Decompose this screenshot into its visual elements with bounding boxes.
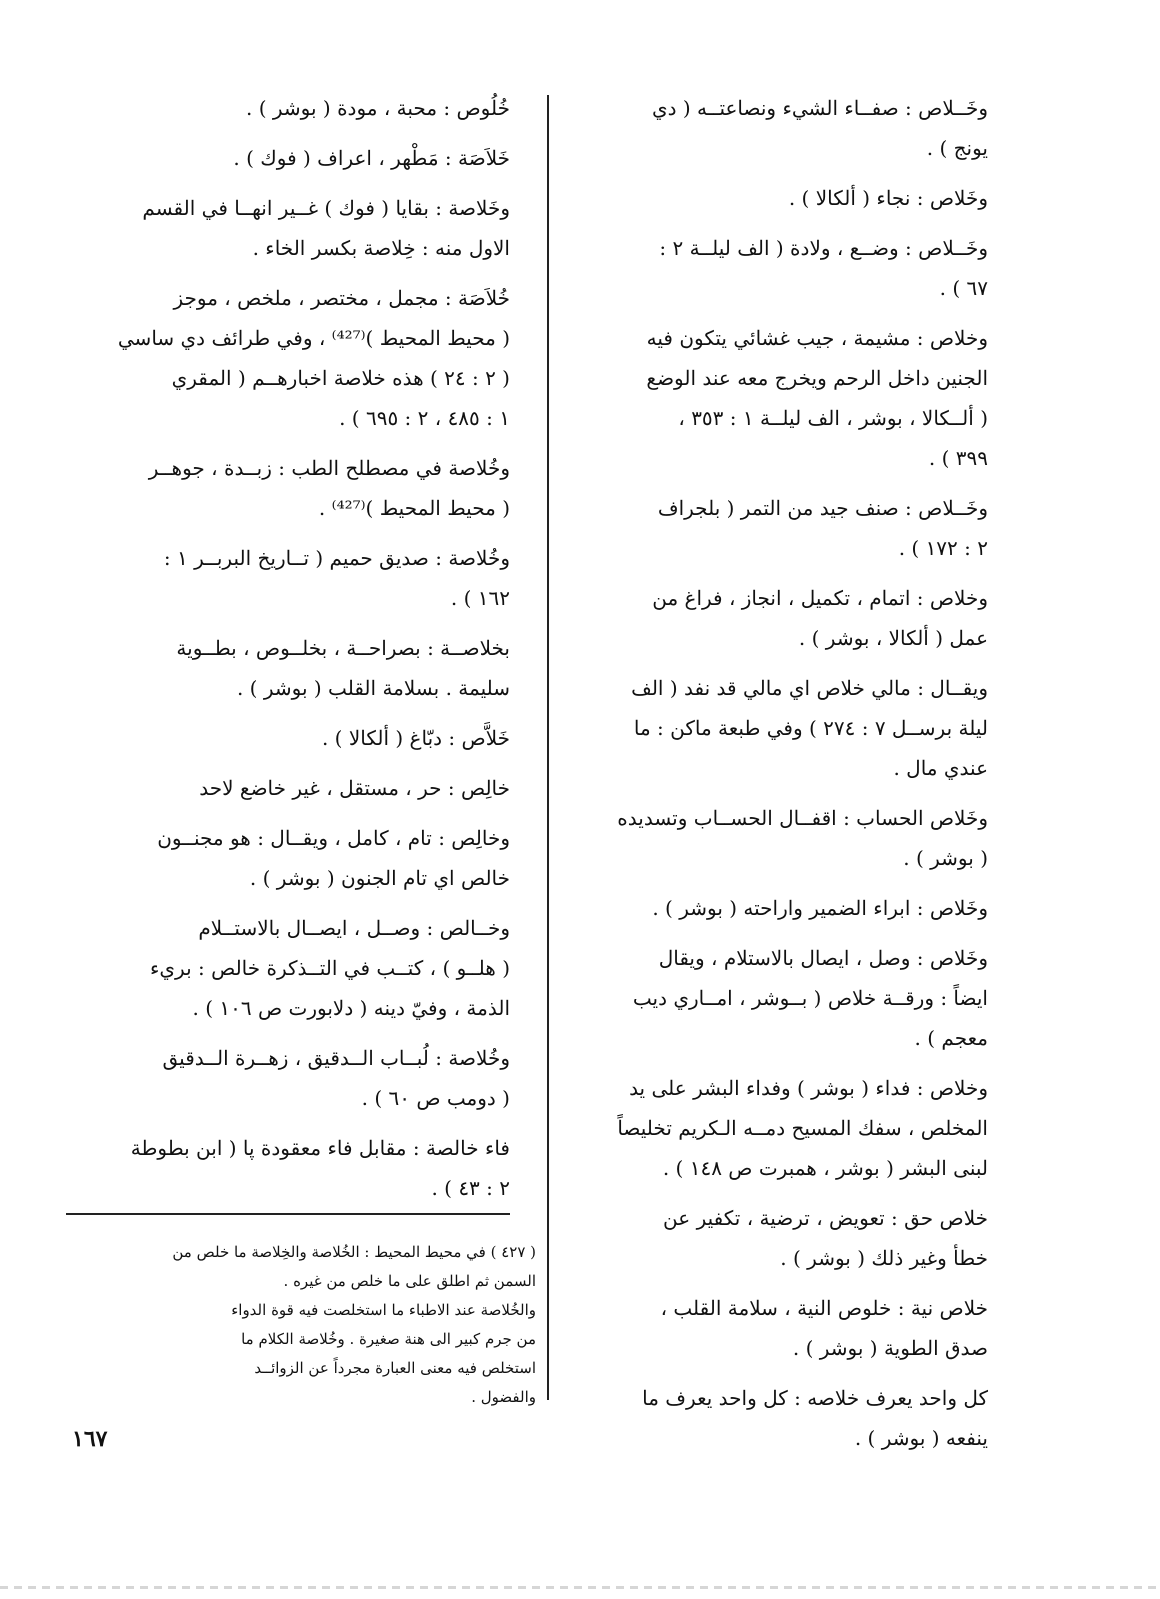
entry-left-2: خَلاَصَة : مَطْهر ، اعراف ( فوك ) . — [233, 146, 510, 170]
entry-right-14: كل واحد يعرف خلاصه : كل واحد يعرف ما ينفعه ( بوشر ) . — [642, 1386, 988, 1450]
entry-right-8: وخَلاص الحساب : اقفــال الحســاب وتسديده ( بوشر ) . — [617, 806, 988, 870]
entry-right-1: وخَــلاص : صفــاء الشيء ونصاعتــه ( دي يونج ) . — [651, 96, 988, 160]
entry-left-10: وخالِص : تام ، كامل ، ويقــال : هو مجنــون خالص اي تام الجنون ( بوشر ) . — [157, 826, 510, 890]
entry-right-6: وخلاص : اتمام ، تكميل ، انجاز ، فراغ من عمل ( ألكالا ، بوشر ) . — [652, 586, 988, 650]
entry-left-11: وخــالص : وصــل ، ايصــال بالاستــلام ( هلــو ) ، كتــب في التــذكرة خالص : بريء الذمة ، وفيّ دينه ( دلابورت ص ١٠٦ ) . — [149, 916, 510, 1020]
scan-edge-marks — [0, 1586, 1160, 1589]
entry-right-3: وخَــلاص : وضــع ، ولادة ( الف ليلــة ٢ : ٦٧ ) . — [659, 236, 988, 300]
right-column — [570, 88, 988, 1468]
entry-left-12: وخُلاصة : لُبــاب الــدقيق ، زهــرة الــدقيق ( دومب ص ٦٠ ) . — [162, 1046, 510, 1110]
entry-left-6: وخُلاصة : صديق حميم ( تــاريخ البربــر ١ : ١٦٢ ) . — [163, 546, 510, 610]
left-column — [66, 88, 510, 1218]
entry-left-8: خَلاَّص : دبّاغ ( ألكالا ) . — [321, 726, 510, 750]
entry-left-1: خُلُوص : محبة ، مودة ( بوشر ) . — [245, 96, 510, 120]
page-number: ١٦٧ — [72, 1426, 108, 1452]
entry-right-5: وخَــلاص : صنف جيد من التمر ( بلجراف ٢ : ١٧٢ ) . — [657, 496, 988, 560]
footnote-rule — [66, 1213, 510, 1215]
entry-right-12: خلاص حق : تعويض ، ترضية ، تكفير عن خطأ وغير ذلك ( بوشر ) . — [663, 1206, 988, 1270]
entry-right-4: وخلاص : مشيمة ، جيب غشائي يتكون فيه الجنين داخل الرحم ويخرج معه عند الوضع ( ألــكالا ، بوشر ، الف ليلــة ١ : ٣٥٣ ، ٣٩٩ ) . — [646, 326, 988, 470]
entry-right-11: وخلاص : فداء ( بوشر ) وفداء البشر على يد المخلص ، سفك المسيح دمــه الـكريم تخليصاً لبنى البشر ( بوشر ، همبرت ص ١٤٨ ) . — [617, 1076, 988, 1180]
entry-right-7: ويقــال : مالي خلاص اي مالي قد نفد ( الف ليلة برســل ٧ : ٢٧٤ ) وفي طبعة ماكن : ما عندي مال . — [631, 676, 988, 780]
entry-right-13: خلاص نية : خلوص النية ، سلامة القلب ، صدق الطوية ( بوشر ) . — [660, 1296, 988, 1360]
entry-left-9: خالِص : حر ، مستقل ، غير خاضع لاحد — [199, 776, 510, 800]
entry-left-3: وخَلاصة : بقايا ( فوك ) غــير انهــا في القسم الاول منه : خِلاصة بكسر الخاء . — [142, 196, 510, 260]
entry-right-2: وخَلاص : نجاء ( ألكالا ) . — [788, 186, 988, 210]
footnote-427: ( ٤٢٧ ) في محيط المحيط : الخُلاصة والخِلاصة ما خلص من السمن ثم اطلق على ما خلص من غيره . والخُلاصة عند الاطباء ما استخلصت فيه قوة الدواء من جرم كبير الى هنة صغيرة . وخُلاصة الكلام ما استخلص فيه معنى العبارة مجرداً عن الزوائــد والفضول . — [172, 1243, 536, 1406]
entry-left-4: خُلاَصَة : مجمل ، مختصر ، ملخص ، موجز ( محيط المحيط )⁽⁴²⁷⁾ ، وفي طرائف دي ساسي ( ٢ : ٢٤ ) هذه خلاصة اخبارهــم ( المقري ١ : ٤٨٥ ، ٢ : ٦٩٥ ) . — [117, 286, 510, 430]
entry-left-13: فاء خالصة : مقابل فاء معقودة پا ( ابن بطوطة ٢ : ٤٣ ) . — [130, 1136, 510, 1200]
entry-left-7: بخلاصــة : بصراحــة ، بخلــوص ، بطــوية سليمة . بسلامة القلب ( بوشر ) . — [176, 636, 510, 700]
entry-left-5: وخُلاصة في مصطلح الطب : زبــدة ، جوهــر ( محيط المحيط )⁽⁴²⁷⁾ . — [148, 456, 510, 520]
entry-right-9: وخَلاص : ابراء الضمير واراحته ( بوشر ) . — [652, 896, 988, 920]
column-divider — [547, 95, 549, 1400]
entry-right-10: وخَلاص : وصل ، ايصال بالاستلام ، ويقال ايضاً : ورقــة خلاص ( بــوشر ، امــاري ديب معجم ) . — [632, 946, 988, 1050]
